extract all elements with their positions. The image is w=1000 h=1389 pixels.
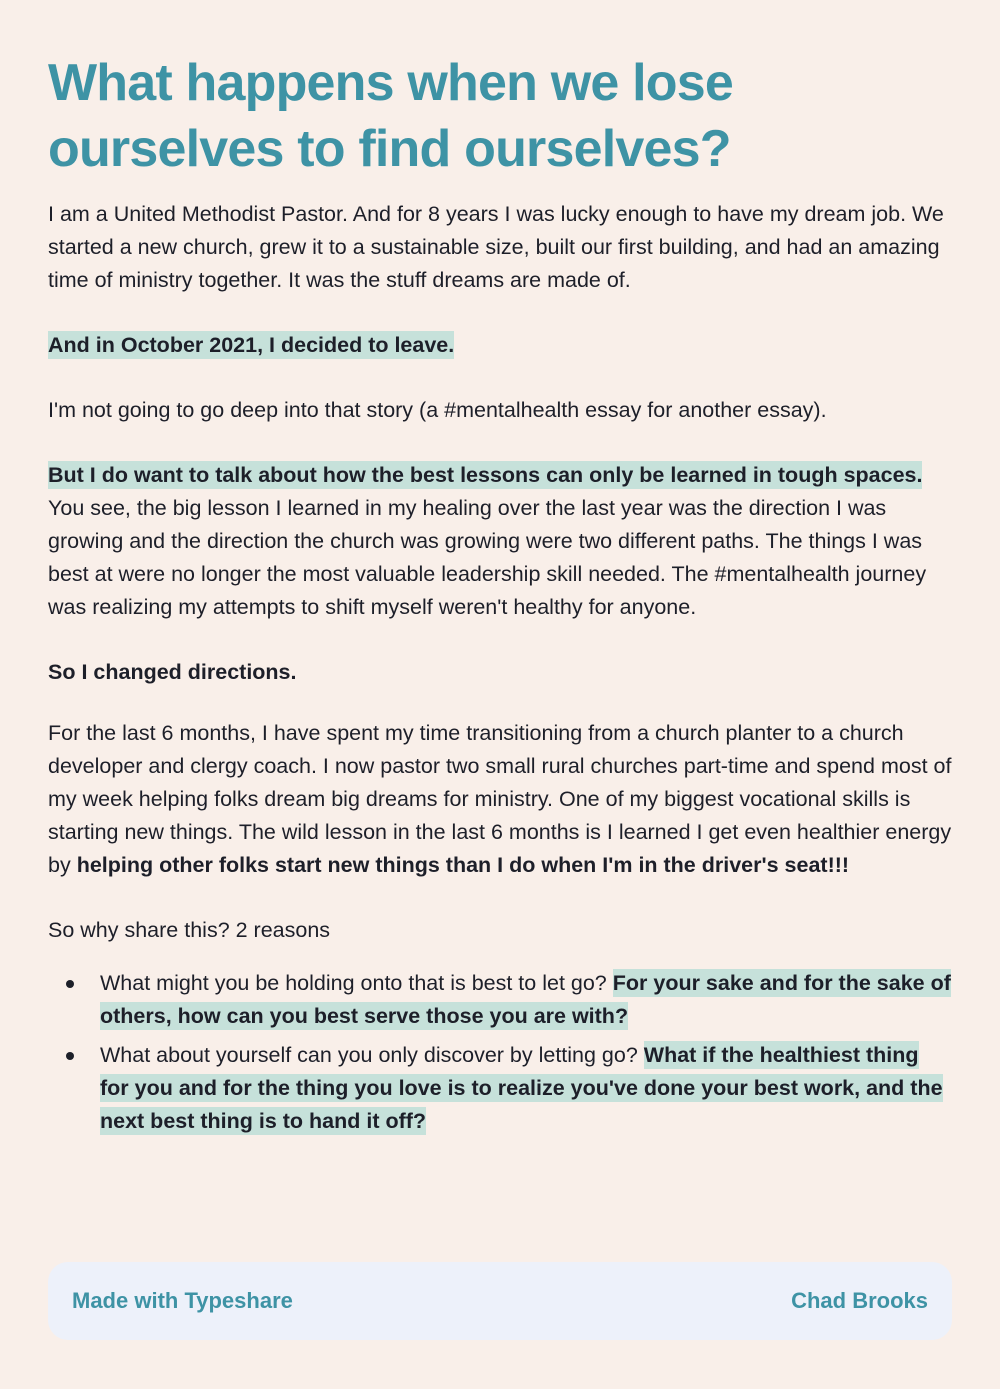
decision-highlight: And in October 2021, I decided to leave. xyxy=(48,333,455,357)
author-name[interactable]: Chad Brooks xyxy=(791,1288,928,1313)
footer-bar xyxy=(48,1262,952,1340)
lesson-highlight: But I do want to talk about how the best lessons can only be learned in tough spaces. xyxy=(48,463,923,487)
transition-bold: helping other folks start new things than I do when I'm in the driver's seat!!! xyxy=(76,853,850,877)
transition-text: For the last 6 months, I have spent my time transitioning from a church planter to a church developer and clergy coach. I now pastor two small rural churches part-time and spend most of my week helping folks dream big dreams for ministry. One of my biggest vocational skills is starting new things. The wild lesson in the last 6 months is I learned I get even healthier energy by xyxy=(48,721,952,877)
lesson-paragraph xyxy=(48,459,952,624)
changed-paragraph xyxy=(48,656,952,689)
list-item-text: What might you be holding onto that is best to let go? xyxy=(100,971,613,995)
decision-paragraph xyxy=(48,329,952,362)
transition-paragraph xyxy=(48,717,952,882)
reasons-list xyxy=(48,967,952,1138)
essay-title: What happens when we lose ourselves to find ourselves? xyxy=(48,54,733,178)
list-item-text: What about yourself can you only discover by letting go? xyxy=(100,1043,644,1067)
intro-paragraph: I am a United Methodist Pastor. And for 8 years I was lucky enough to have my dream job. We started a new church, grew it to a sustainable size, built our first building, and had an amazing time of ministry together. It was the stuff dreams are made of. xyxy=(48,202,944,292)
list-item-highlight: For your sake and for the sake of others, how can you best serve those you are with? xyxy=(100,971,951,1028)
changed-bold: So I changed directions. xyxy=(48,660,297,684)
bullet-icon xyxy=(66,980,74,988)
list-item-highlight: What if the healthiest thing for you and for the thing you love is to realize you've done your best work, and the next best thing is to hand it off? xyxy=(100,1043,943,1133)
typeshare-link[interactable]: Made with Typeshare xyxy=(72,1288,293,1313)
bullet-icon xyxy=(66,1052,74,1060)
list-item xyxy=(48,967,952,1033)
lesson-text: You see, the big lesson I learned in my healing over the last year was the direction I was growing and the direction the church was growing were two different paths. The things I was best at were no longer the most valuable leadership skill needed. The #mentalhealth journey was realizing my attempts to shift myself weren't healthy for anyone. xyxy=(48,496,927,619)
story-paragraph: I'm not going to go deep into that story (a #mentalhealth essay for another essay). xyxy=(48,398,827,422)
why-paragraph: So why share this? 2 reasons xyxy=(48,918,331,942)
list-item xyxy=(48,1039,952,1138)
